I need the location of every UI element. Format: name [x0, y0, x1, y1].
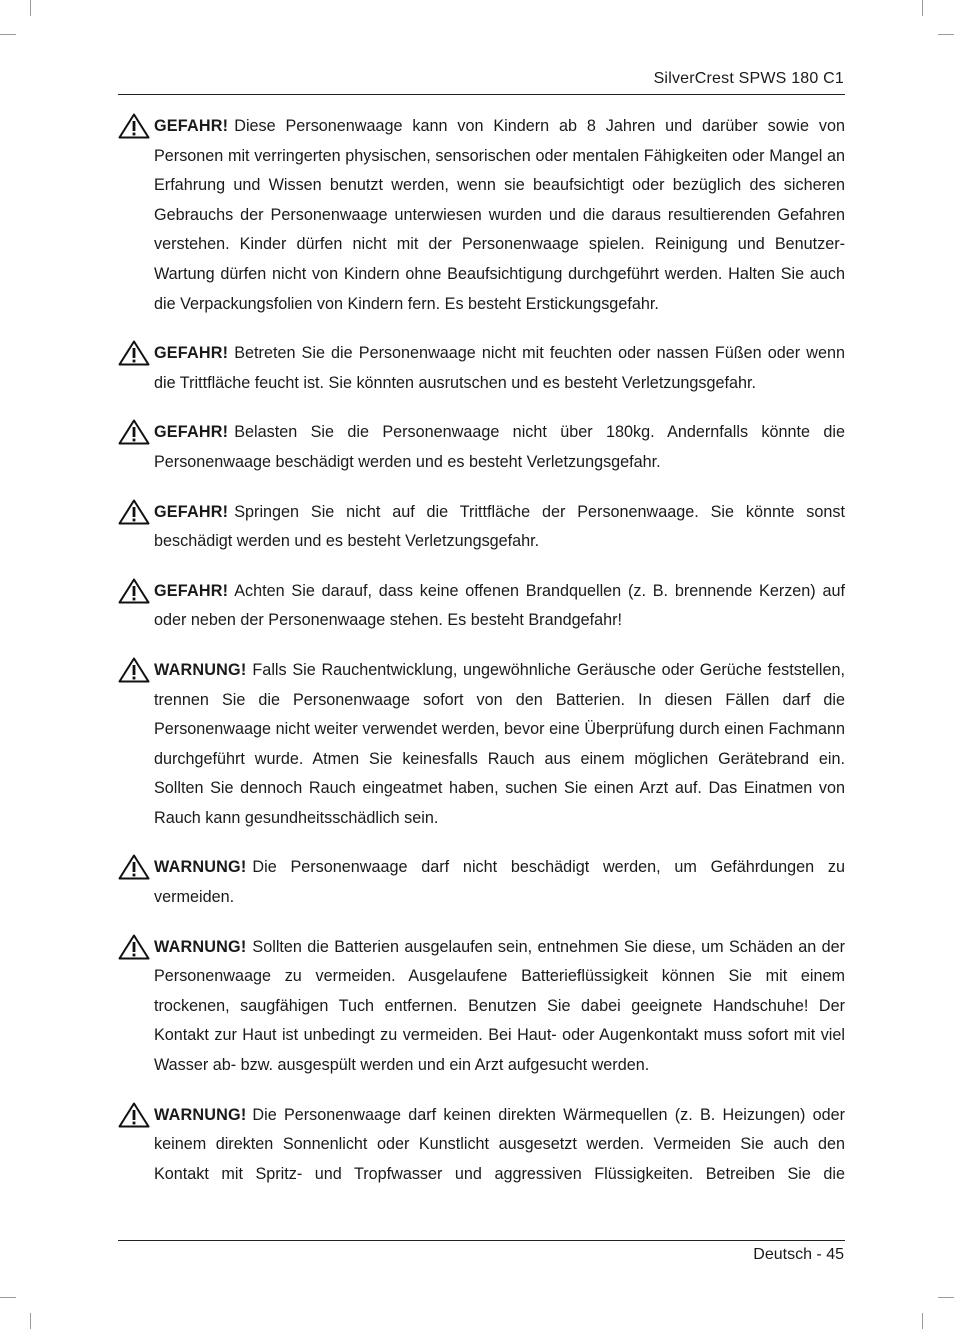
notice-keyword: WARNUNG!	[154, 858, 247, 877]
crop-mark	[0, 34, 16, 35]
safety-notice-warning	[118, 1101, 845, 1190]
footer-rule	[118, 1240, 845, 1241]
notice-keyword: GEFAHR!	[154, 581, 229, 600]
safety-notice-danger	[118, 498, 845, 557]
notice-paragraph	[154, 498, 845, 557]
warning-triangle-icon	[118, 499, 150, 525]
notice-text: Die Personenwaage darf nicht beschädigt werden, um Gefährdungen zu vermeiden.	[154, 858, 845, 907]
safety-notice-danger	[118, 418, 845, 477]
notice-paragraph	[154, 656, 845, 834]
warning-triangle-icon	[118, 1102, 150, 1128]
warning-triangle-icon	[118, 340, 150, 366]
warning-triangle-icon	[118, 113, 150, 139]
notice-keyword: WARNUNG!	[154, 937, 247, 956]
crop-mark	[30, 1313, 31, 1329]
crop-mark	[922, 0, 923, 16]
warning-triangle-icon	[118, 657, 150, 683]
notice-text: Belasten Sie die Personenwaage nicht über 180kg. Andernfalls könnte die Personenwaage beschädigt werden und es besteht Verletzungsgefahr.	[154, 423, 845, 471]
safety-notice-danger	[118, 112, 845, 319]
crop-mark	[938, 1297, 954, 1298]
notice-text: Diese Personenwaage kann von Kindern ab 8 Jahren und darüber sowie von Personen mit verringerten physischen, sensorischen oder mentalen Fähigkeiten oder Mangel an Erfahrung und Wissen benutzt werden, wenn sie beaufsichtigt oder bezüglich des sicheren Gebrauchs der Personenwaage unterwiesen wurden und die daraus resultierenden Gefahren verstehen. Kinder dürfen nicht mit der Personenwaage spielen. Reinigung und Benutzer-Wartung dürfen nicht von Kindern ohne Beaufsichtigung durchgeführt werden. Halten Sie auch die Verpackungsfolien von Kindern fern. Es besteht Erstickungsgefahr.	[154, 117, 845, 313]
page-header-title: SilverCrest SPWS 180 C1	[653, 70, 844, 87]
safety-notice-warning	[118, 656, 845, 834]
notice-keyword: GEFAHR!	[154, 423, 229, 442]
crop-mark	[922, 1313, 923, 1329]
warning-triangle-icon	[118, 578, 150, 604]
notice-paragraph	[154, 1101, 845, 1190]
warning-triangle-icon	[118, 934, 150, 960]
safety-notice-danger	[118, 577, 845, 636]
page-number: Deutsch - 45	[753, 1246, 844, 1263]
safety-notice-warning	[118, 853, 845, 912]
crop-mark	[938, 34, 954, 35]
notice-keyword: WARNUNG!	[154, 1105, 247, 1124]
notice-keyword: GEFAHR!	[154, 502, 229, 521]
notice-paragraph	[154, 853, 845, 912]
header-rule	[118, 94, 845, 95]
warning-triangle-icon	[118, 854, 150, 880]
notice-paragraph	[154, 418, 845, 477]
safety-notice-danger	[118, 339, 845, 398]
crop-mark	[30, 0, 31, 16]
notice-text: Sollten die Batterien ausgelaufen sein, entnehmen Sie diese, um Schäden an der Personenwaage zu vermeiden. Ausgelaufene Batterieflüssigkeit können Sie mit einem trockenen, saugfähigen Tuch entfernen. Benutzen Sie dabei geeignete Handschuhe! Der Kontakt zur Haut ist unbedingt zu vermeiden. Bei Haut- oder Augenkontakt muss sofort mit viel Wasser ab- bzw. ausgespült werden und ein Arzt aufgesucht werden.	[154, 937, 845, 1075]
notice-paragraph	[154, 577, 845, 636]
notice-text: Die Personenwaage darf keinen direkten Wärmequellen (z. B. Heizungen) oder keinem direkten Sonnenlicht oder Kunstlicht ausgesetzt werden. Vermeiden Sie auch den Kontakt mit Spritz- und Tropfwasser und aggressiven Flüssigkeiten. Betreiben Sie die	[154, 1105, 845, 1183]
notice-keyword: GEFAHR!	[154, 117, 229, 135]
notice-text: Betreten Sie die Personenwaage nicht mit feuchten oder nassen Füßen oder wenn die Trittfläche feucht ist. Sie könnten ausrutschen und es besteht Verletzungsgefahr.	[154, 344, 845, 392]
notice-paragraph	[154, 933, 845, 1081]
crop-mark	[0, 1297, 16, 1298]
notice-text: Achten Sie darauf, dass keine offenen Brandquellen (z. B. brennende Kerzen) auf oder neben der Personenwaage stehen. Es besteht Brandgefahr!	[154, 581, 845, 630]
notice-keyword: GEFAHR!	[154, 344, 229, 363]
notice-keyword: WARNUNG!	[154, 660, 247, 679]
notice-paragraph	[154, 112, 845, 319]
notice-paragraph	[154, 339, 845, 398]
warning-triangle-icon	[118, 419, 150, 445]
safety-notices	[118, 112, 845, 1209]
notice-text: Falls Sie Rauchentwicklung, ungewöhnliche Geräusche oder Gerüche feststellen, trennen Sie die Personenwaage sofort von den Batterien. In diesen Fällen darf die Personenwaage nicht weiter verwendet werden, bevor eine Überprüfung durch einen Fachmann durchgeführt wurde. Atmen Sie keinesfalls Rauch aus einem möglichen Gerätebrand ein. Sollten Sie dennoch Rauch eingeatmet haben, suchen Sie einen Arzt auf. Das Einatmen von Rauch kann gesundheitsschädlich sein.	[154, 660, 845, 827]
notice-text: Springen Sie nicht auf die Trittfläche der Personenwaage. Sie könnte sonst beschädigt werden und es besteht Verletzungsgefahr.	[154, 502, 845, 551]
safety-notice-warning	[118, 933, 845, 1081]
